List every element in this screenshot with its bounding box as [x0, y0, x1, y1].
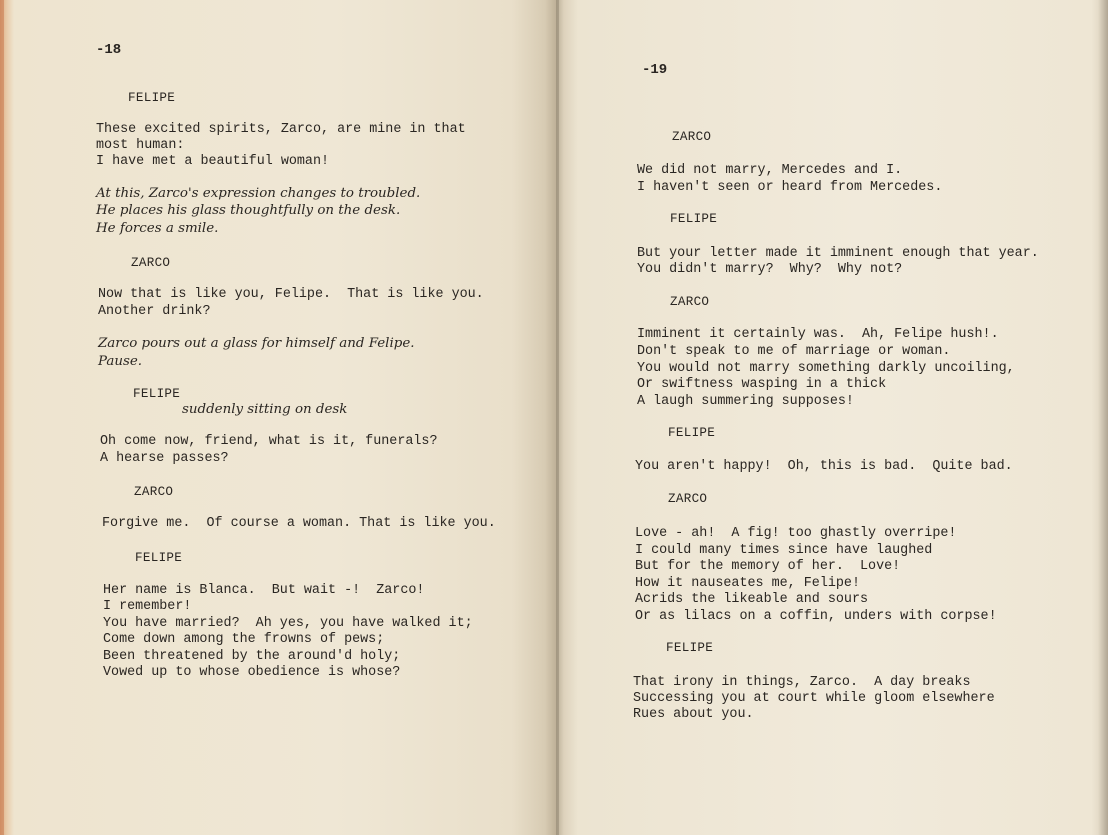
- page-edge-stain: [0, 0, 4, 835]
- stage-direction: He places his glass thoughtfully on the desk.: [96, 203, 401, 218]
- dialogue-line: most human:: [96, 138, 185, 153]
- dialogue-line: I have met a beautiful woman!: [96, 154, 330, 169]
- gutter-shadow: [556, 0, 559, 835]
- stage-direction: Pause.: [98, 354, 143, 369]
- page-outer-edge: [1098, 0, 1108, 835]
- dialogue-line: Forgive me. Of course a woman. That is like you.: [102, 516, 496, 531]
- speaker-label: ZARCO: [670, 295, 710, 309]
- dialogue-line: You would not marry something darkly uncoiling,: [637, 361, 1015, 376]
- dialogue-line: A hearse passes?: [100, 451, 229, 466]
- dialogue-line: Or as lilacs on a coffin, unders with corpse!: [635, 609, 997, 624]
- speaker-label: ZARCO: [672, 130, 712, 144]
- dialogue-line: You aren't happy! Oh, this is bad. Quite bad.: [635, 459, 1013, 474]
- dialogue-line: You have married? Ah yes, you have walked it;: [103, 616, 473, 631]
- dialogue-line: Another drink?: [98, 304, 211, 319]
- dialogue-line: Love - ah! A fig! too ghastly overripe!: [635, 526, 957, 541]
- dialogue-line: I remember!: [103, 599, 192, 614]
- speaker-label: FELIPE: [666, 641, 714, 655]
- stage-direction: He forces a smile.: [96, 221, 219, 236]
- dialogue-line: That irony in things, Zarco. A day breaks: [633, 675, 971, 690]
- dialogue-line: Come down among the frowns of pews;: [103, 632, 385, 647]
- speaker-label: FELIPE: [670, 212, 718, 226]
- right-page: [556, 0, 1108, 835]
- dialogue-line: Her name is Blanca. But wait -! Zarco!: [103, 583, 425, 598]
- stage-direction: At this, Zarco's expression changes to troubled.: [96, 186, 421, 201]
- dialogue-line: These excited spirits, Zarco, are mine in that: [96, 122, 466, 137]
- dialogue-line: I could many times since have laughed: [635, 543, 933, 558]
- dialogue-line: I haven't seen or heard from Mercedes.: [637, 180, 943, 195]
- dialogue-line: Acrids the likeable and sours: [635, 592, 869, 607]
- dialogue-line: Successing you at court while gloom elsewhere: [633, 691, 995, 706]
- speaker-label: ZARCO: [668, 492, 708, 506]
- dialogue-line: But your letter made it imminent enough that year.: [637, 246, 1039, 261]
- dialogue-line: Now that is like you, Felipe. That is like you.: [98, 287, 484, 302]
- dialogue-line: Oh come now, friend, what is it, funerals?: [100, 434, 438, 449]
- dialogue-line: We did not marry, Mercedes and I.: [637, 163, 903, 178]
- dialogue-line: Been threatened by the around'd holy;: [103, 649, 401, 664]
- page-number-left: -18: [96, 42, 122, 58]
- speaker-label: ZARCO: [134, 485, 174, 499]
- speaker-label: FELIPE: [668, 426, 716, 440]
- dialogue-line: How it nauseates me, Felipe!: [635, 576, 860, 591]
- speaker-label: FELIPE: [133, 387, 181, 401]
- dialogue-line: Imminent it certainly was. Ah, Felipe hush!.: [637, 327, 999, 342]
- dialogue-line: Rues about you.: [633, 707, 754, 722]
- dialogue-line: You didn't marry? Why? Why not?: [637, 262, 903, 277]
- page-number-right: -19: [642, 62, 668, 78]
- dialogue-line: Or swiftness wasping in a thick: [637, 377, 887, 392]
- dialogue-line: Don't speak to me of marriage or woman.: [637, 344, 951, 359]
- dialogue-line: A laugh summering supposes!: [637, 394, 854, 409]
- speaker-label: FELIPE: [128, 91, 176, 105]
- speaker-label: FELIPE: [135, 551, 183, 565]
- dialogue-line: Vowed up to whose obedience is whose?: [103, 665, 401, 680]
- stage-direction: Zarco pours out a glass for himself and Felipe.: [98, 336, 415, 351]
- speaker-label: ZARCO: [131, 256, 171, 270]
- stage-direction-inline: suddenly sitting on desk: [182, 402, 348, 417]
- dialogue-line: But for the memory of her. Love!: [635, 559, 901, 574]
